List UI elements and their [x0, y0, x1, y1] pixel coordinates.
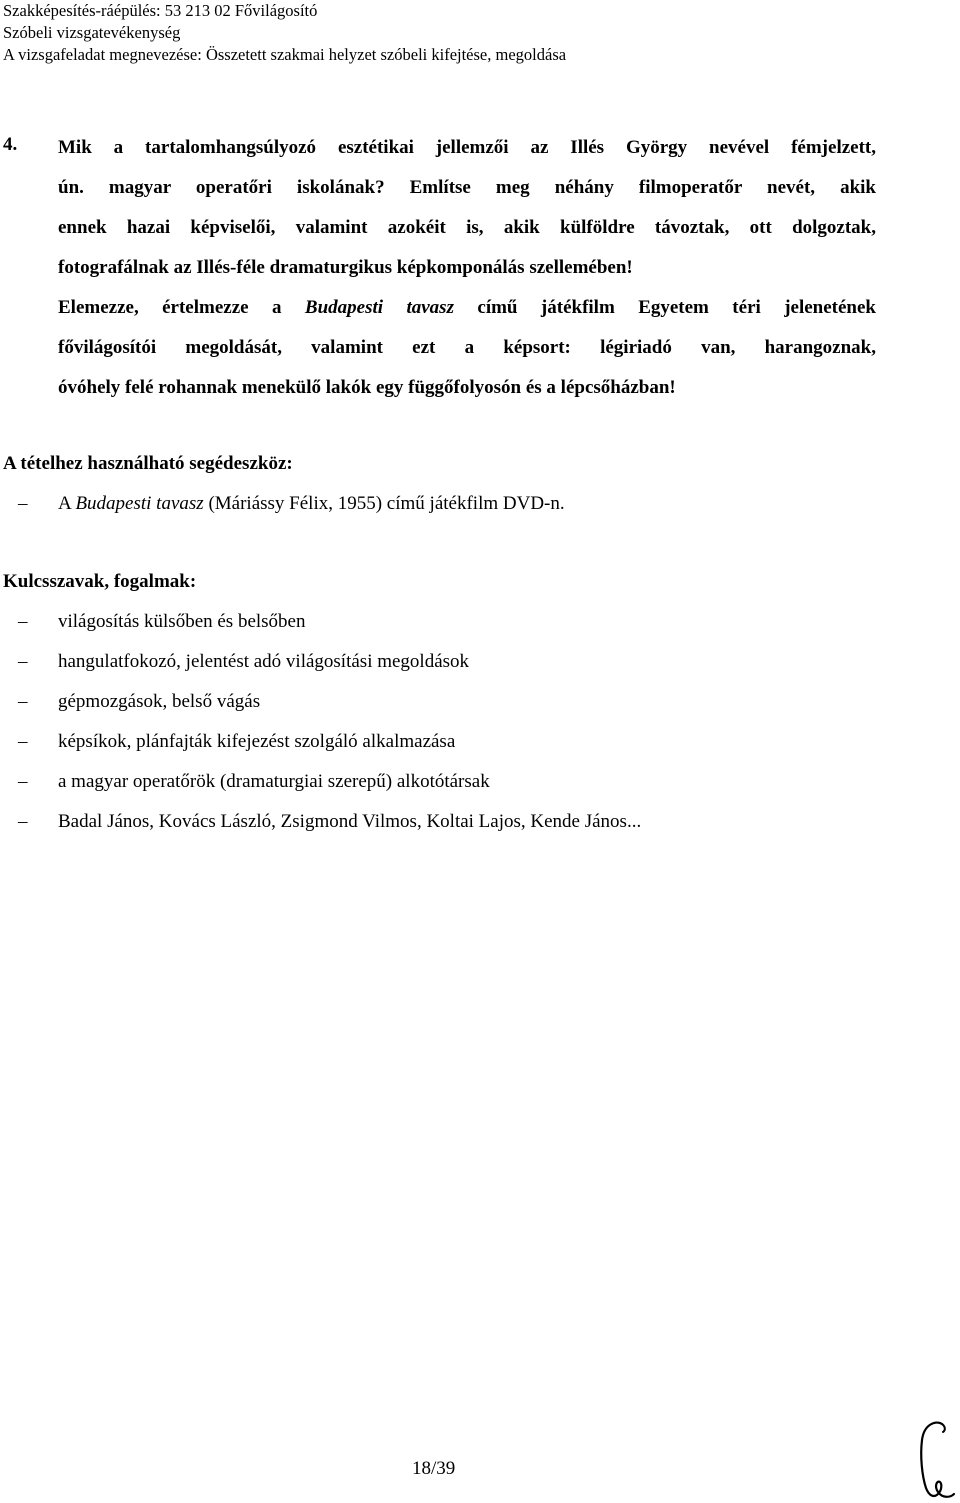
keyword-item	[18, 730, 455, 754]
keyword-text: Badal János, Kovács László, Zsigmond Vilmos, Koltai Lajos, Kende János...	[58, 811, 642, 832]
question-line: ennek hazai képviselői, valamint azokéit is, akik külföldre távoztak, ott dolgoztak,	[58, 217, 876, 238]
dash-bullet: –	[18, 611, 28, 632]
dash-bullet: –	[18, 651, 28, 672]
film-title: Budapesti tavasz	[304, 297, 454, 318]
header-activity: Szóbeli vizsgatevékenység	[3, 23, 181, 42]
dash-bullet: –	[18, 771, 28, 792]
question-line: fővilágosítói megoldását, valamint ezt a képsort: légiriadó van, harangoznak,	[58, 337, 876, 358]
question-text	[58, 128, 876, 408]
question-line: Mik a tartalomhangsúlyozó esztétikai jellemzői az Illés György nevével fémjelzett,	[58, 137, 876, 158]
question-number: 4.	[3, 134, 18, 155]
question-line: ún. magyar operatőri iskolának? Említse meg néhány filmoperatőr nevét, akik	[58, 177, 876, 198]
keyword-item	[18, 650, 469, 674]
keyword-item	[18, 610, 306, 634]
keywords-heading: Kulcsszavak, fogalmak:	[3, 571, 197, 592]
signature-mark	[912, 1418, 956, 1500]
keyword-item	[18, 690, 260, 714]
header-task-name: A vizsgafeladat megnevezése: Összetett szakmai helyzet szóbeli kifejtése, megoldása	[3, 45, 567, 64]
question-line	[58, 288, 876, 328]
dash-bullet: –	[18, 493, 28, 514]
keyword-text: képsíkok, plánfajták kifejezést szolgáló alkalmazása	[58, 731, 456, 752]
page-number: 18/39	[412, 1458, 456, 1479]
question-text-part: című játékfilm Egyetem téri jelenetének	[453, 297, 876, 318]
keyword-text: a magyar operatőrök (dramaturgiai szerepű) alkotótársak	[58, 771, 490, 792]
keyword-item	[18, 770, 490, 794]
keyword-text: gépmozgások, belső vágás	[58, 691, 261, 712]
question-line: óvóhely felé rohannak menekülő lakók egy függőfolyosón és a lépcsőházban!	[58, 377, 676, 398]
document-header	[3, 0, 953, 66]
tools-item	[18, 492, 565, 516]
keyword-text: hangulatfokozó, jelentést adó világosítási megoldások	[58, 651, 470, 672]
tools-heading: A tételhez használható segédeszköz:	[3, 453, 293, 474]
keyword-text: világosítás külsőben és belsőben	[58, 611, 306, 632]
question-line: fotografálnak az Illés-féle dramaturgikus képkomponálás szellemében!	[58, 257, 633, 278]
film-title: Budapesti tavasz	[75, 493, 204, 514]
keyword-item	[18, 810, 641, 834]
header-qualification: Szakképesítés-ráépülés: 53 213 02 Fővilágosító	[3, 1, 318, 20]
tools-item-text: A	[58, 493, 76, 514]
dash-bullet: –	[18, 691, 28, 712]
dash-bullet: –	[18, 731, 28, 752]
question-text-part: Elemezze, értelmezze a	[58, 297, 305, 318]
tools-item-text: (Máriássy Félix, 1955) című játékfilm DVD-n.	[203, 493, 565, 514]
dash-bullet: –	[18, 811, 28, 832]
